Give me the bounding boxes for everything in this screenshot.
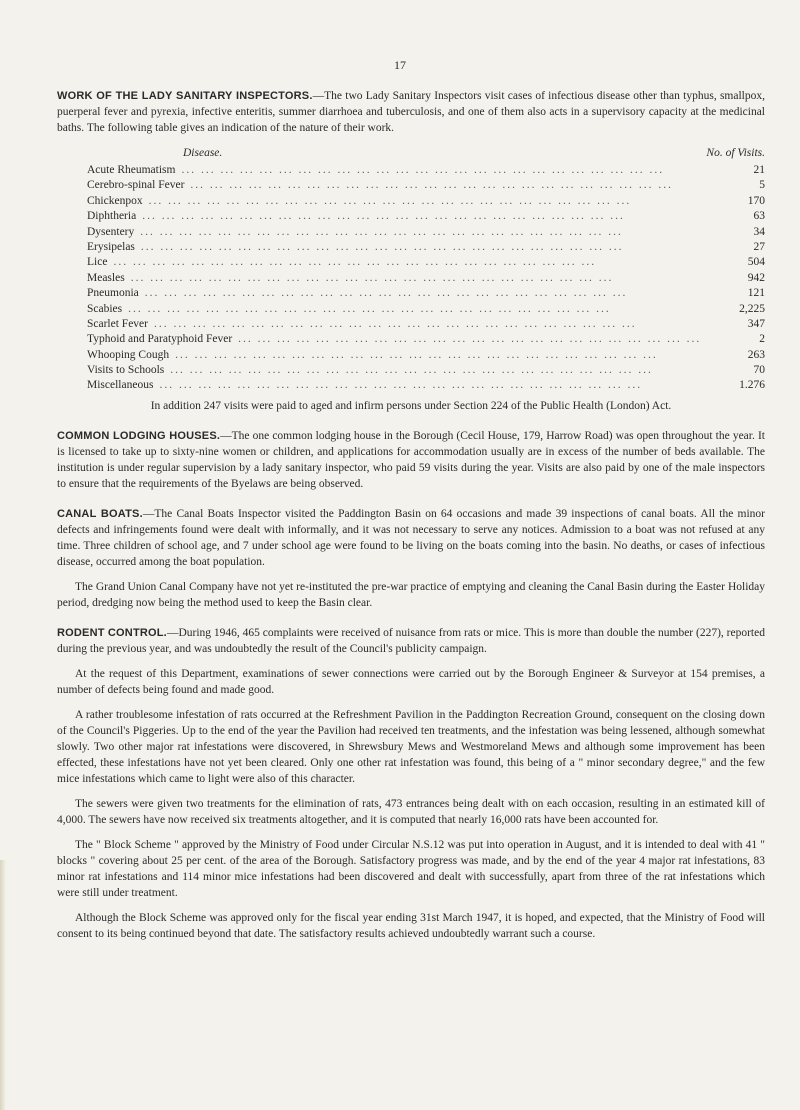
visits-column-header: No. of Visits. (706, 147, 765, 159)
page-number: 17 (394, 58, 406, 72)
addition-note: In addition 247 visits were paid to aged and infirm persons under Section 224 of the Public Health (London) Act. (150, 399, 672, 412)
visits-table (87, 163, 765, 394)
dot-leader (149, 194, 707, 209)
table-row (87, 378, 765, 393)
disease-name: Chickenpox (87, 194, 143, 207)
table-row (87, 240, 765, 255)
lady-inspectors-text: —The two Lady Sanitary Inspectors visit cases of infectious disease other than typhus, smallpox, puerperal fever and pyrexia, infective enteritis, summer diarrhoea and tuberculosis, and one of them also acts in a supervisory capacity at the medicinal baths. The following table gives an indication of the nature of their work. (57, 90, 765, 134)
table-row (87, 255, 765, 270)
rodent-text: —During 1946, 465 complaints were received of nuisance from rats or mice. This is more than double the number (227), reported during the previous year, and was undoubtedly the result of the Council's publicity campaign. (57, 626, 765, 655)
disease-name: Pneumonia (87, 287, 139, 300)
canal-heading: CANAL BOATS. (57, 507, 143, 520)
dot-leader (113, 255, 707, 270)
disease-name: Measles (87, 271, 125, 284)
visit-count: 263 (747, 348, 765, 361)
document-body (57, 88, 765, 951)
rodent-paragraph (57, 625, 765, 657)
dot-leader (131, 271, 707, 286)
dot-leader (142, 209, 707, 224)
visits-table-header (57, 145, 765, 161)
table-row (87, 225, 765, 240)
disease-name: Erysipelas (87, 240, 135, 253)
disease-name: Dysentery (87, 225, 135, 238)
table-row (87, 317, 765, 332)
dot-leader (141, 240, 707, 255)
disease-name: Whooping Cough (87, 348, 170, 361)
rodent-paragraph-3: A rather troublesome infestation of rats occurred at the Refreshment Pavilion in the Paddington Recreation Ground, consequent on the closing down of the Council's Piggeries. Up to the end of the year the Pavilion had received ten treatments, and the infestation was being lessened, although somewhat slowly. Two other major rat infestations were discovered, in Shrewsbury Mews and Westmoreland Mews and although some improvement has been effected, these infestations have not yet been cleared. Only one other rat infestation was found, this being of a " minor secondary degree," and the few mice infestations which came to light were also of this character. (57, 708, 765, 785)
disease-name: Visits to Schools (87, 364, 165, 377)
rodent-paragraph-6: Although the Block Scheme was approved only for the fiscal year ending 31st March 1947, it is hoped, and expected, that the Ministry of Food will consent to its being continued beyond that date. The satisfactory results achieved undoubtedly warrant such a course. (57, 911, 765, 940)
visit-count: 121 (747, 287, 765, 300)
rodent-paragraph-5: The " Block Scheme " approved by the Ministry of Food under Circular N.S.12 was put into operation in August, and it is intended to deal with 41 " blocks " covering about 25 per cent. of the area of the Borough. Satisfactory progress was made, and by the end of the year 4 major rat infestations, 83 minor rat infestations and 114 minor mice infestations had been discovered and dealt with successfully, apart from three of the rat infestations which were still under treatment. (57, 838, 765, 899)
visit-count: 347 (747, 317, 765, 330)
table-row (87, 332, 765, 347)
table-row (87, 363, 765, 378)
dot-leader (190, 178, 707, 193)
visit-count: 2 (759, 333, 765, 346)
table-row (87, 209, 765, 224)
dot-leader (140, 225, 707, 240)
canal-text: —The Canal Boats Inspector visited the Paddington Basin on 64 occasions and made 39 inspections of canal boats. All the minor defects and infringements found were dealt with informally, and it was not necessary to serve any notices. Admission to a boat was not refused at any time. Three children of school age, and 7 under school age were found to be living on the boats coming into the basin. No deaths, or cases of infectious disease, occurred among the boat population. (57, 507, 766, 568)
disease-name: Typhoid and Paratyphoid Fever (87, 333, 233, 346)
rodent-paragraph-4: The sewers were given two treatments for the elimination of rats, 473 entrances being dealt with on each occasion, resulting in an estimated kill of 4,000. The sewers have now received six treatments altogether, and it is computed that nearly 16,000 rats have been accounted for. (57, 797, 765, 826)
dot-leader (128, 302, 707, 317)
table-row (87, 194, 765, 209)
disease-name: Scarlet Fever (87, 317, 148, 330)
disease-name: Cerebro-spinal Fever (87, 179, 185, 192)
table-row (87, 286, 765, 301)
lady-inspectors-paragraph (57, 88, 765, 136)
table-row (87, 163, 765, 178)
dot-leader (238, 332, 707, 347)
table-row (87, 348, 765, 363)
disease-name: Miscellaneous (87, 379, 154, 392)
table-row (87, 178, 765, 193)
visit-count: 34 (753, 225, 765, 238)
dot-leader (145, 286, 707, 301)
disease-column-header: Disease. (183, 147, 223, 159)
table-row (87, 302, 765, 317)
canal-paragraph (57, 506, 765, 570)
dot-leader (175, 348, 707, 363)
visit-count: 21 (753, 164, 765, 176)
visit-count: 63 (753, 210, 765, 223)
dot-leader (159, 378, 707, 393)
disease-name: Scabies (87, 302, 123, 315)
page-edge-stain (0, 860, 6, 1110)
visit-count: 27 (753, 240, 765, 253)
lodging-heading: COMMON LODGING HOUSES. (57, 429, 221, 442)
disease-name: Lice (87, 256, 108, 269)
visit-count: 504 (747, 256, 765, 269)
dot-leader (181, 163, 707, 178)
visit-count: 5 (759, 179, 765, 192)
lady-inspectors-heading: WORK OF THE LADY SANITARY INSPECTORS. (57, 90, 313, 102)
dot-leader (170, 363, 707, 378)
visit-count: 1.276 (739, 379, 765, 392)
rodent-paragraph-2: At the request of this Department, examinations of sewer connections were carried out by the Borough Engineer & Surveyor at 154 premises, a number of defects being found and made good. (57, 667, 765, 696)
canal-paragraph-2: The Grand Union Canal Company have not yet re-instituted the pre-war practice of emptying and cleaning the Canal Basin during the Easter Holiday period, dredging now being the method used to keep the Basin clear. (57, 580, 765, 609)
dot-leader (154, 317, 707, 332)
visit-count: 2,225 (739, 302, 765, 315)
rodent-heading: RODENT CONTROL. (57, 626, 167, 639)
disease-name: Diphtheria (87, 210, 137, 223)
disease-name: Acute Rheumatism (87, 164, 176, 176)
visit-count: 70 (753, 364, 765, 377)
visit-count: 170 (747, 194, 765, 207)
table-row (87, 271, 765, 286)
lodging-text: —The one common lodging house in the Borough (Cecil House, 179, Harrow Road) was open throughout the year. It is licensed to take up to sixty-nine women or children, and applications for accommodation usually are in excess of the number of beds available. The institution is under regular supervision by a lady sanitary inspector, who paid 59 visits during the year. Visits are also paid by one of the male inspectors to ensure that the requirements of the Byelaws are being observed. (57, 429, 765, 490)
lodging-paragraph (57, 428, 765, 492)
visit-count: 942 (747, 271, 765, 284)
